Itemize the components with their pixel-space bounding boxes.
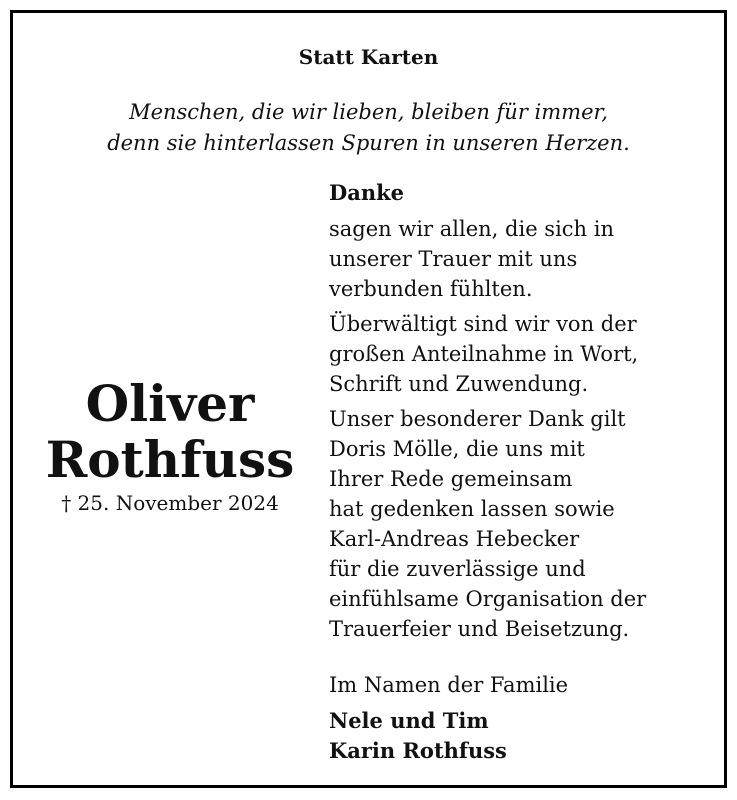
message-line: verbunden fühlten.: [329, 277, 533, 301]
message-line: großen Anteilnahme in Wort,: [329, 342, 639, 366]
signers: [329, 706, 719, 766]
message-line: hat gedenken lassen sowie: [329, 497, 615, 521]
message-paragraph: [329, 404, 719, 644]
message-paragraph: [329, 214, 719, 304]
thank-you-message: [329, 178, 719, 766]
signer-name: Nele und Tim: [329, 708, 489, 733]
message-line: Schrift und Zuwendung.: [329, 372, 589, 396]
motto: [13, 97, 724, 159]
message-line: unserer Trauer mit uns: [329, 247, 578, 271]
message-line: Ihrer Rede gemeinsam: [329, 467, 573, 491]
closing-text: Im Namen der Familie: [329, 673, 569, 697]
deceased-last-name: Rothfuss: [45, 430, 295, 489]
header-title: Statt Karten: [298, 45, 439, 69]
deceased-first-name: Oliver: [85, 374, 255, 433]
message-line: Trauerfeier und Beisetzung.: [329, 617, 630, 641]
message-line: Karl-Andreas Hebecker: [329, 527, 580, 551]
deceased-block: [35, 376, 305, 516]
death-date: † 25. November 2024: [61, 491, 279, 515]
signer-name: Karin Rothfuss: [329, 738, 507, 763]
message-line: sagen wir allen, die sich in: [329, 217, 614, 241]
message-line: Überwältigt sind wir von der: [329, 312, 637, 336]
message-line: Doris Mölle, die uns mit: [329, 437, 585, 461]
motto-line: denn sie hinterlassen Spuren in unseren Herzen.: [107, 131, 630, 155]
message-paragraph: [329, 309, 719, 399]
message-line: Unser besonderer Dank gilt: [329, 407, 626, 431]
motto-line: Menschen, die wir lieben, bleiben für immer,: [129, 100, 608, 124]
message-line: einfühlsame Organisation der: [329, 587, 647, 611]
message-line: für die zuverlässige und: [329, 557, 586, 581]
message-heading: Danke: [329, 180, 404, 205]
obituary-card: [10, 10, 727, 788]
